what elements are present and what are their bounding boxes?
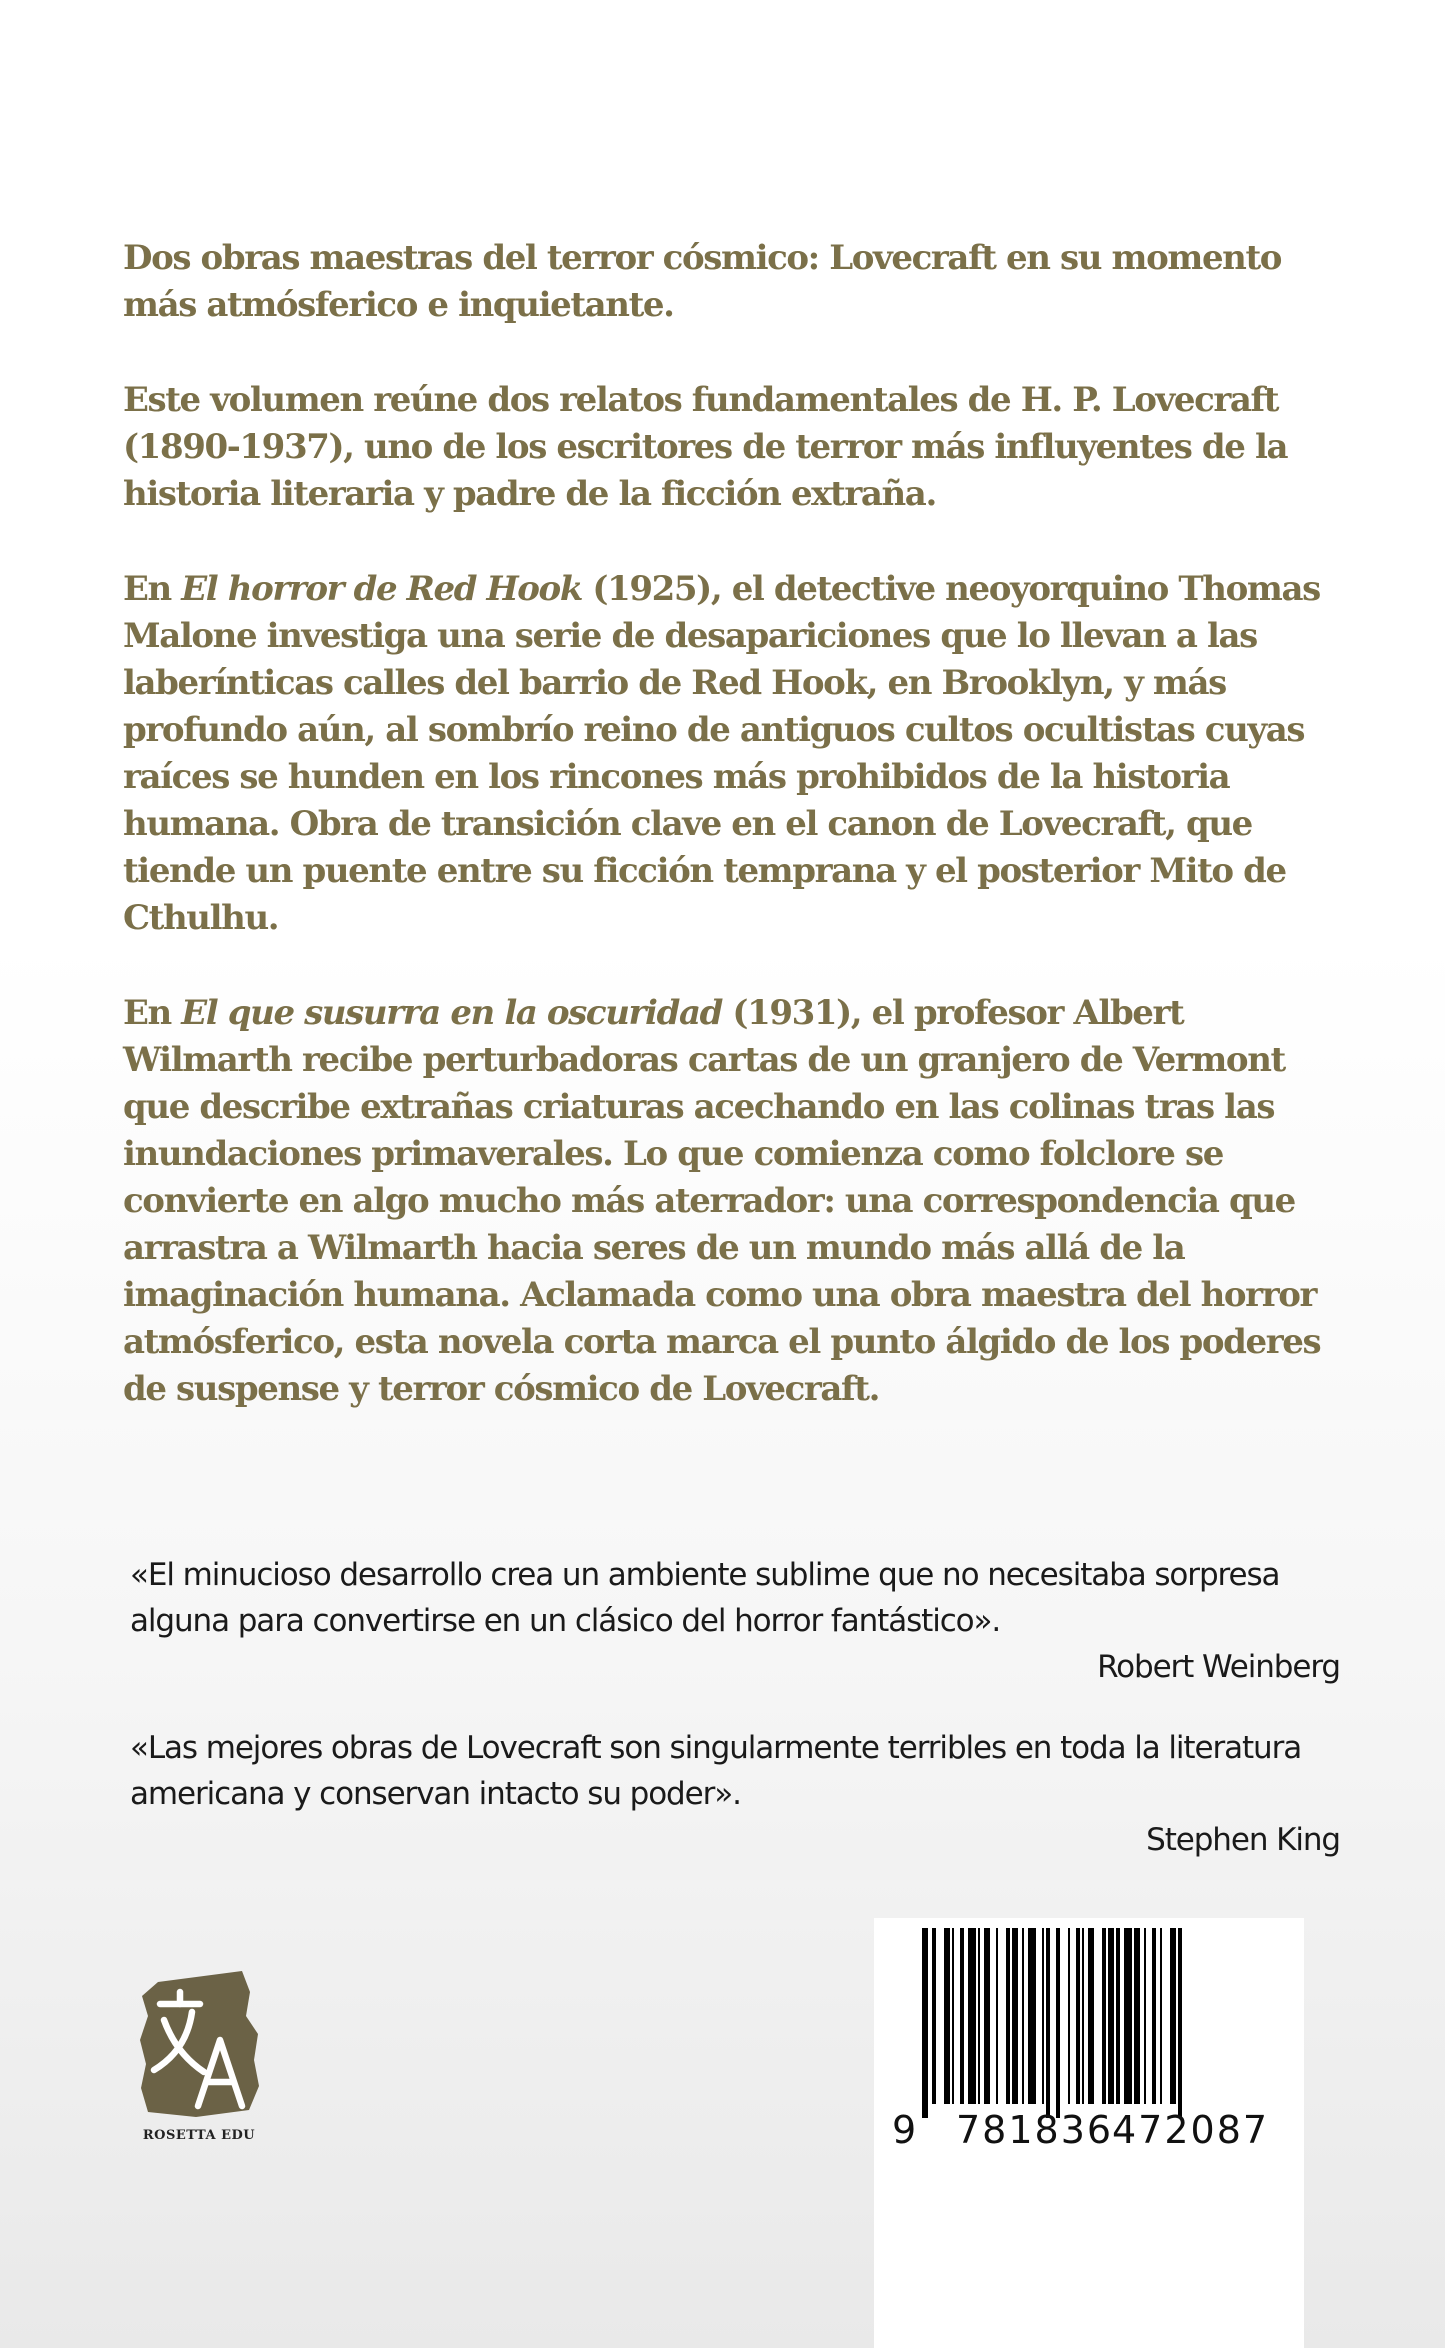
blurb-tagline: Dos obras maestras del terror cósmico: Lovecraft en su momento más atmósferico e inquietante. — [123, 238, 1282, 325]
review-quote-king — [130, 1725, 1340, 1863]
barcode-bar — [944, 1928, 950, 2104]
barcode-bar — [1124, 1928, 1132, 2104]
barcode-bar — [1134, 1928, 1140, 2104]
blurb-red-hook-text: (1925), el detective neoyorquino Thomas Malone investiga una serie de desapariciones que lo llevan a las laberínticas calles del barrio de Red Hook, en Brooklyn, y más profundo aún, al sombrío reino de antiguos cultos ocultistas cuyas raíces se hunden en los rincones más prohibidos de la historia humana. Obra de transición clave en el canon de Lovecraft, que tiende un puente entre su ficción temprana y el posterior Mito de Cthulhu. — [123, 569, 1320, 938]
barcode-bar — [1006, 1928, 1010, 2104]
review-quote-weinberg — [130, 1552, 1340, 1690]
barcode-bar — [968, 1928, 976, 2104]
isbn-barcode — [874, 1918, 1304, 2348]
barcode-bar — [1046, 1928, 1050, 2118]
barcode-bar — [1160, 1928, 1162, 2104]
back-cover-blurb — [123, 235, 1343, 1461]
translate-icon — [138, 1968, 260, 2118]
barcode-bar — [932, 1928, 936, 2104]
barcode-bar — [1068, 1928, 1070, 2104]
barcode-bar — [1022, 1928, 1024, 2104]
blurb-whisperer — [123, 990, 1343, 1413]
barcode-bar — [1102, 1928, 1106, 2104]
quote-text: «El minucioso desarrollo crea un ambiente sublime que no necesitaba sorpresa alguna para convertirse en un clásico del horror fantástico». — [130, 1557, 1280, 1639]
barcode-bar — [1144, 1928, 1146, 2104]
barcode-bar — [1028, 1928, 1036, 2104]
barcode-bar — [922, 1928, 928, 2118]
barcode-bar — [996, 1928, 998, 2104]
title-whisperer: El que susurra en la oscuridad — [181, 993, 722, 1033]
quote-author: Robert Weinberg — [1097, 1649, 1340, 1685]
isbn-group-right: 472087 — [1112, 2108, 1270, 2152]
quote-author: Stephen King — [1146, 1822, 1340, 1858]
blurb-whisperer-prefix: En — [123, 993, 182, 1033]
barcode-bar — [1088, 1928, 1094, 2104]
quote-text: «Las mejores obras de Lovecraft son singularmente terribles en toda la literatura americana y conservan intacto su poder». — [130, 1730, 1302, 1812]
blurb-red-hook — [123, 566, 1343, 942]
barcode-bar — [984, 1928, 990, 2104]
barcode-bar — [960, 1928, 964, 2104]
barcode-bar — [1108, 1928, 1114, 2104]
blurb-whisperer-text: (1931), el profesor Albert Wilmarth recibe perturbadoras cartas de un granjero de Vermont que describe extrañas criaturas acechando en las colinas tras las inundaciones primaverales. Lo que comienza como folclore se convierte en algo mucho más aterrador: una correspondencia que arrastra a Wilmarth hacia seres de un mundo más allá de la imaginación humana. Aclamada como una obra maestra del horror atmósferico, esta novela corta marca el punto álgido de los poderes de suspense y terror cósmico de Lovecraft. — [123, 993, 1321, 1409]
publisher-logo — [124, 1968, 274, 2143]
isbn-group-left: 781836 — [956, 2108, 1114, 2152]
title-red-hook: El horror de Red Hook — [181, 569, 582, 609]
publisher-name: ROSETTA EDU — [142, 2128, 256, 2143]
barcode-bar — [1178, 1928, 1182, 2118]
barcode-bar — [1076, 1928, 1080, 2104]
barcode-bar — [1012, 1928, 1018, 2104]
barcode-bar — [1116, 1928, 1120, 2104]
barcode-bar — [1056, 1928, 1060, 2118]
blurb-intro: Este volumen reúne dos relatos fundamentales de H. P. Lovecraft (1890-1937), uno de los escritores de terror más influyentes de la historia literaria y padre de la ficción extraña. — [123, 380, 1288, 514]
barcode-bars — [918, 1928, 1256, 2118]
barcode-bar — [1170, 1928, 1176, 2104]
barcode-bar — [1082, 1928, 1084, 2104]
isbn-digits — [874, 2108, 1304, 2168]
blurb-red-hook-prefix: En — [123, 569, 182, 609]
barcode-bar — [1042, 1928, 1044, 2104]
barcode-bar — [978, 1928, 980, 2104]
isbn-lead-digit: 9 — [892, 2108, 917, 2152]
barcode-bar — [952, 1928, 954, 2104]
barcode-bar — [1152, 1928, 1156, 2104]
